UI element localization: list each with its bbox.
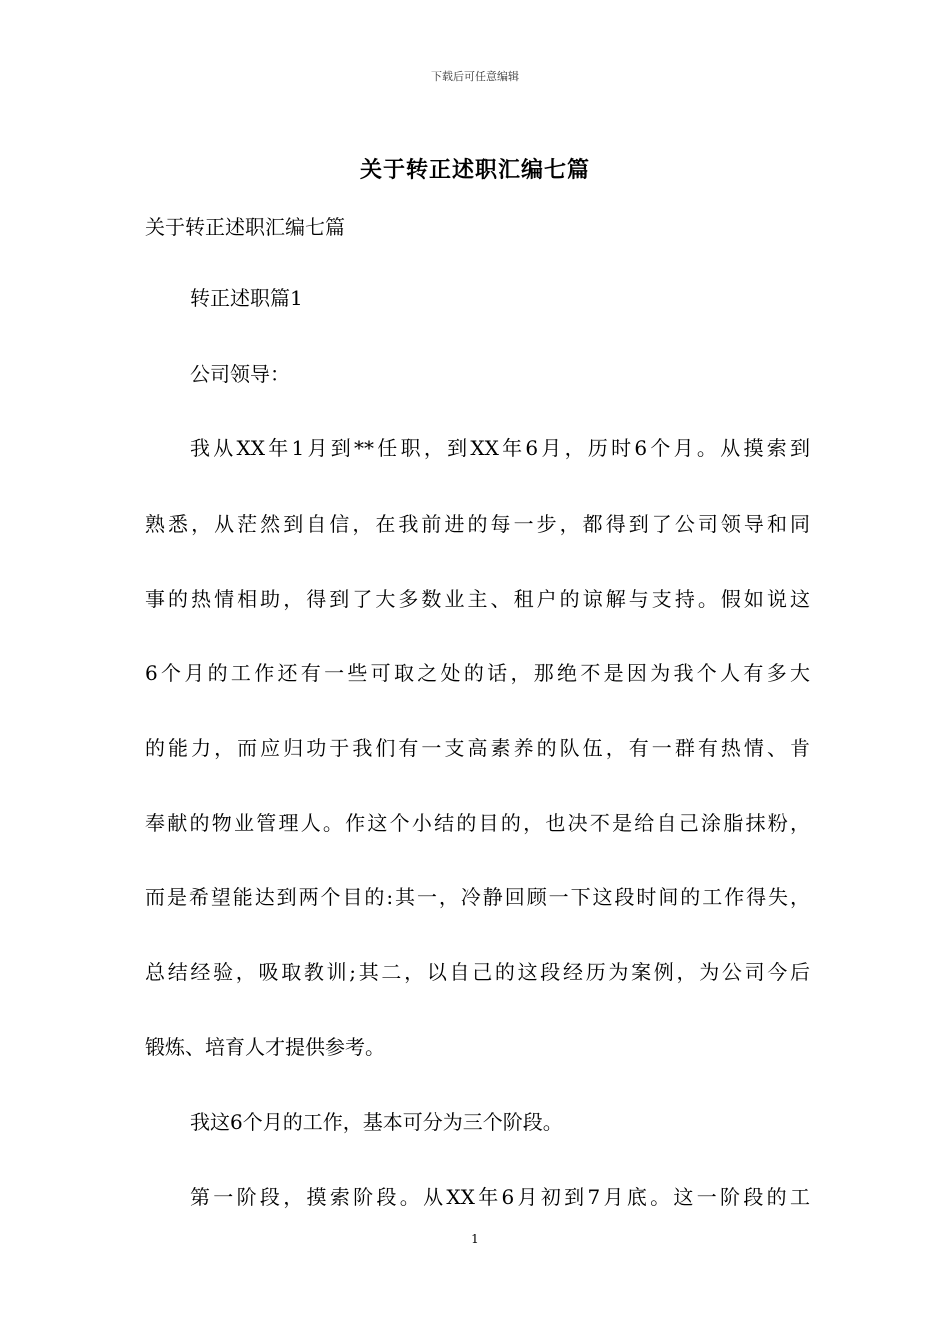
paragraph-line: 我从XX年1月到**任职，到XX年6月，历时6个月。从摸索到: [190, 436, 810, 460]
section-heading: 转正述职篇1: [190, 286, 303, 310]
page-number: 1: [471, 1232, 479, 1246]
paragraph-line: 我这6个月的工作，基本可分为三个阶段。: [190, 1110, 563, 1134]
paragraph-line: 熟悉，从茫然到自信，在我前进的每一步，都得到了公司领导和同: [145, 512, 810, 536]
document-title: 关于转正述职汇编七篇: [359, 157, 590, 183]
paragraph-line: 锻炼、培育人才提供参考。: [145, 1035, 385, 1059]
paragraph-line: 6个月的工作还有一些可取之处的话，那绝不是因为我个人有多大: [145, 661, 810, 685]
page-header-note: 下载后可任意编辑: [431, 70, 519, 83]
paragraph-line: 第一阶段，摸索阶段。从XX年6月初到7月底。这一阶段的工: [190, 1185, 810, 1209]
paragraph-line: 事的热情相助，得到了大多数业主、租户的谅解与支持。假如说这: [145, 587, 810, 611]
document-subtitle: 关于转正述职汇编七篇: [145, 215, 345, 239]
paragraph-line: 的能力，而应归功于我们有一支高素养的队伍，有一群有热情、肯: [145, 736, 810, 760]
paragraph-line: 总结经验，吸取教训;其二，以自己的这段经历为案例，为公司今后: [145, 960, 810, 984]
salutation: 公司领导：: [190, 362, 290, 386]
paragraph-line: 而是希望能达到两个目的:其一，冷静回顾一下这段时间的工作得失，: [145, 885, 810, 909]
paragraph-line: 奉献的物业管理人。作这个小结的目的，也决不是给自己涂脂抹粉，: [145, 811, 810, 835]
